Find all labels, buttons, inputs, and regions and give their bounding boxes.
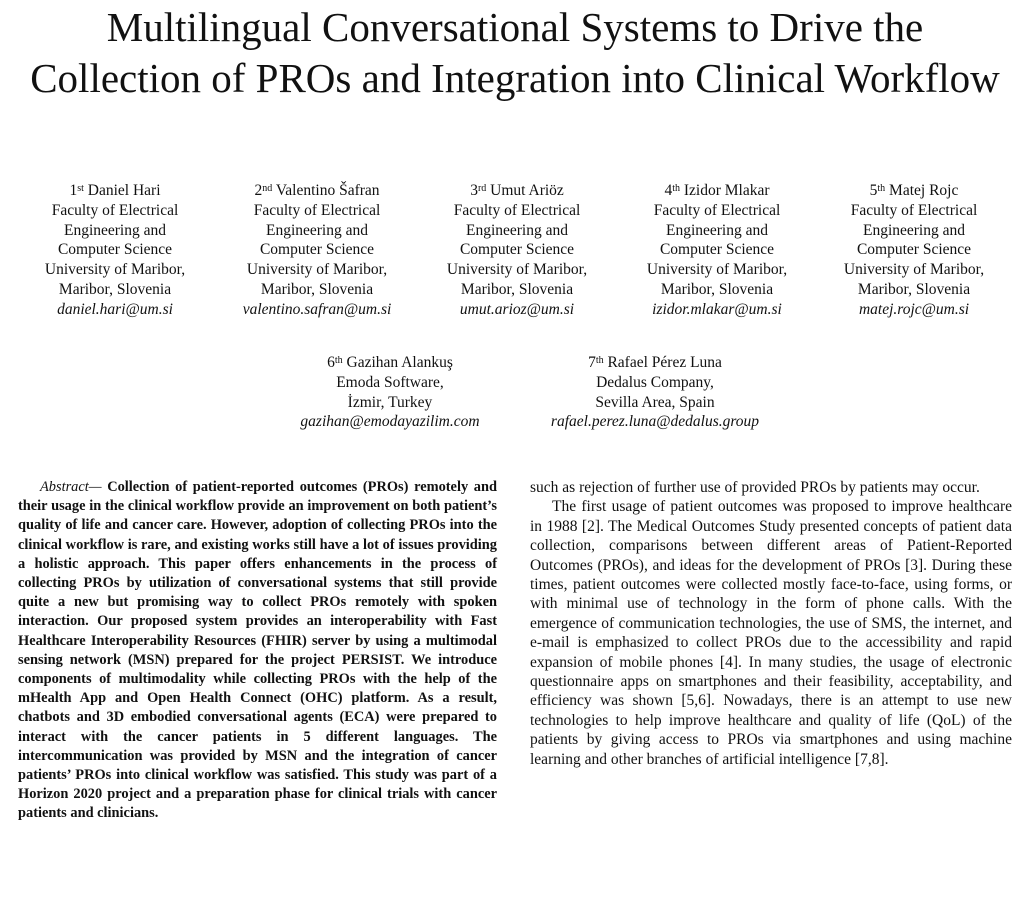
author-block: [829, 181, 999, 320]
author-affiliation: Engineering and: [63, 221, 166, 239]
body-paragraph: The first usage of patient outcomes was proposed to improve healthcare in 1988 [2]. The Medical Outcomes Study presented concepts of patient data collection, comparisons between different areas of Patient-Reported Outcomes (PROs), and ideas for the development of PROs [3]. During these times, patient outcomes were collected mostly face-to-face, using forms, or with minimal use of technology in the form of phone calls. With the emergence of communication technologies, the use of SMS, the internet, and e-mail is emphasized to collect PROs due to the accessibility and rapid expansion of mobile phones [4]. In many studies, the usage of electronic questionnaire apps on smartphones and their feasibility, acceptability, and efficiency was shown [5,6]. Nowadays, there is an attempt to use new technologies to help improve healthcare and quality of life (QoL) of the patients by giving access to PROs via smartphones and using machine learning and other branches of artificial intelligence [7,8].: [530, 498, 1012, 768]
author-name: 1st Daniel Hari: [69, 182, 161, 199]
author-block: [280, 353, 500, 432]
author-affiliation: Maribor, Slovenia: [857, 280, 971, 298]
author-affiliation: İzmir, Turkey: [347, 393, 433, 411]
author-email: gazihan@emodayazilim.com: [300, 413, 480, 431]
author-affiliation: Faculty of Electrical: [653, 201, 781, 219]
abstract: [18, 478, 497, 824]
author-email: valentino.safran@um.si: [242, 300, 392, 318]
author-affiliation: University of Maribor,: [843, 261, 985, 279]
author-affiliation: Computer Science: [459, 241, 575, 259]
author-affiliation: Faculty of Electrical: [51, 201, 179, 219]
author-affiliation: University of Maribor,: [446, 261, 588, 279]
author-affiliation: Engineering and: [265, 221, 368, 239]
author-affiliation: Faculty of Electrical: [453, 201, 581, 219]
author-affiliation: Engineering and: [465, 221, 568, 239]
abstract-text: Collection of patient-reported outcomes (PROs) remotely and their usage in the clinical workflow provide an improvement on both patient’s quality of life and cancer care. However, adoption of collecting PROs into the clinical workflow is rare, and existing works still have a lot of issues providing a holistic approach. This paper offers enhancements in the process of collecting PROs by utilization of conversational systems that still provide quite a new but promising way to collect PROs remotely with spoken interaction. Our proposed system provides an interoperability with Fast Healthcare Interoperability Resources (FHIR) server by using a multimodal sensing network (MSN) prepared for the project PERSIST. We introduce components of multimodality while collecting PROs with the help of the mHealth App and Open Health Connect (OHC) platform. As a result, chatbots and 3D embodied conversational agents (ECA) were prepared to interact with the cancer patients in 5 different languages. The intercommunication was provided by MSN and the integration of cancer patients’ PROs into clinical workflow was satisfied. This study was part of a Horizon 2020 project and a preparation phase for clinical trials with cancer patients and clinicians.: [18, 479, 497, 822]
author-affiliation: University of Maribor,: [646, 261, 788, 279]
author-affiliation: Faculty of Electrical: [253, 201, 381, 219]
author-affiliation: University of Maribor,: [246, 261, 388, 279]
body-text: [530, 478, 1012, 769]
author-email: matej.rojc@um.si: [858, 300, 970, 318]
author-name: 2nd Valentino Šafran: [254, 182, 380, 199]
body-paragraph: such as rejection of further use of provided PROs by patients may occur.: [530, 479, 980, 496]
author-affiliation: Maribor, Slovenia: [460, 280, 574, 298]
author-block: [432, 181, 602, 320]
author-email: daniel.hari@um.si: [57, 300, 173, 318]
author-block: [632, 181, 802, 320]
author-affiliation: Engineering and: [862, 221, 965, 239]
author-affiliation: Dedalus Company,: [596, 373, 714, 391]
abstract-label: Abstract—: [40, 479, 102, 495]
author-block: [227, 181, 407, 320]
author-name: 5th Matej Rojc: [869, 182, 959, 199]
paper-title: Multilingual Conversational Systems to Drive the Collection of PROs and Integration into Clinical Workflow: [30, 4, 1000, 101]
author-email: rafael.perez.luna@dedalus.group: [550, 413, 760, 431]
author-name: 7th Rafael Pérez Luna: [588, 354, 722, 371]
author-email: izidor.mlakar@um.si: [652, 300, 782, 318]
author-name: 6th Gazihan Alankuş: [327, 354, 453, 371]
author-affiliation: Maribor, Slovenia: [260, 280, 374, 298]
author-name: 4th Izidor Mlakar: [664, 182, 770, 199]
author-affiliation: University of Maribor,: [44, 261, 186, 279]
author-block: [30, 181, 200, 320]
author-affiliation: Computer Science: [57, 241, 173, 259]
author-block: [535, 353, 775, 432]
author-affiliation: Sevilla Area, Spain: [595, 393, 715, 411]
author-affiliation: Computer Science: [259, 241, 375, 259]
author-name: 3rd Umut Ariöz: [470, 182, 564, 199]
author-affiliation: Engineering and: [665, 221, 768, 239]
author-affiliation: Computer Science: [856, 241, 972, 259]
author-affiliation: Emoda Software,: [336, 373, 444, 391]
author-affiliation: Computer Science: [659, 241, 775, 259]
author-affiliation: Maribor, Slovenia: [58, 280, 172, 298]
author-affiliation: Faculty of Electrical: [850, 201, 978, 219]
author-affiliation: Maribor, Slovenia: [660, 280, 774, 298]
author-email: umut.arioz@um.si: [459, 300, 575, 318]
